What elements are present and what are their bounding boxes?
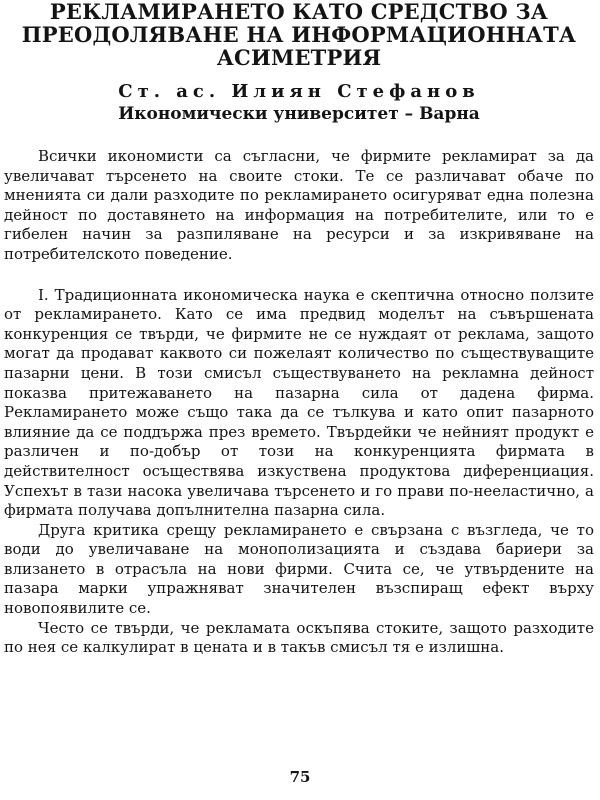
- article-title: [4, 0, 594, 69]
- title-line-1: РЕКЛАМИРАНЕТО КАТО СРЕДСТВО ЗА: [49, 0, 549, 24]
- title-line-2: ПРЕОДОЛЯВАНЕ НА ИНФОРМАЦИОННАТА: [21, 22, 577, 47]
- paragraph-critique: Друга критика срещу рекламирането е свързана с възгледа, че то води до увеличаване на монополизацията и създава бариери за влизането в отрасъла на нови фирми. Счита се, че утвърдените на пазара марки упражняват значителен възспиращ ефект върху новопоявилите се.: [4, 520, 594, 618]
- paragraph-section-1: I. Традиционната икономическа наука е скептична относно ползите от рекламирането. Като се има предвид моделът на съвършената конкуренция се твърди, че фирмите не се нуждаят от реклама, защото могат да продават каквото си пожелаят количество по съществуващите пазарни цени. В този смисъл съществуването на рекламна дейност показва притежаването на пазарна сила от дадена фирма. Рекламирането може също така да се тълкува и като опит пазарното влияние да се поддържа през времето. Твърдейки че нейният продукт е различен и по-добър от този на конкуренцията фирмата в действителност осъществява изкуствена продуктова диференциация. Успехът в тази насока увеличава търсенето и го прави по-нееластично, а фирмата получава допълнителна пазарна сила.: [4, 285, 594, 520]
- author-name: Ст. ас. Илиян Стефанов: [118, 81, 480, 102]
- paragraph-price: Често се твърди, че рекламата оскъпява стоките, защото разходите по нея се калкулират в цената и в такъв смисъл тя е излишна.: [4, 618, 594, 657]
- paragraph-intro: Всички икономисти са съгласни, че фирмите рекламират за да увеличават търсенето на своите стоки. Те се различават обаче по мненията си дали разходите по рекламирането осигуряват една полезна дейност по доставянето на информация на потребителите, или то е гибелен начин за разпиляване на ресурси и за изкривяване на потребителското поведение.: [4, 147, 594, 263]
- page-number: 75: [289, 768, 311, 786]
- author-affiliation: Икономически университет – Варна: [118, 104, 480, 124]
- title-line-3: АСИМЕТРИЯ: [216, 45, 382, 70]
